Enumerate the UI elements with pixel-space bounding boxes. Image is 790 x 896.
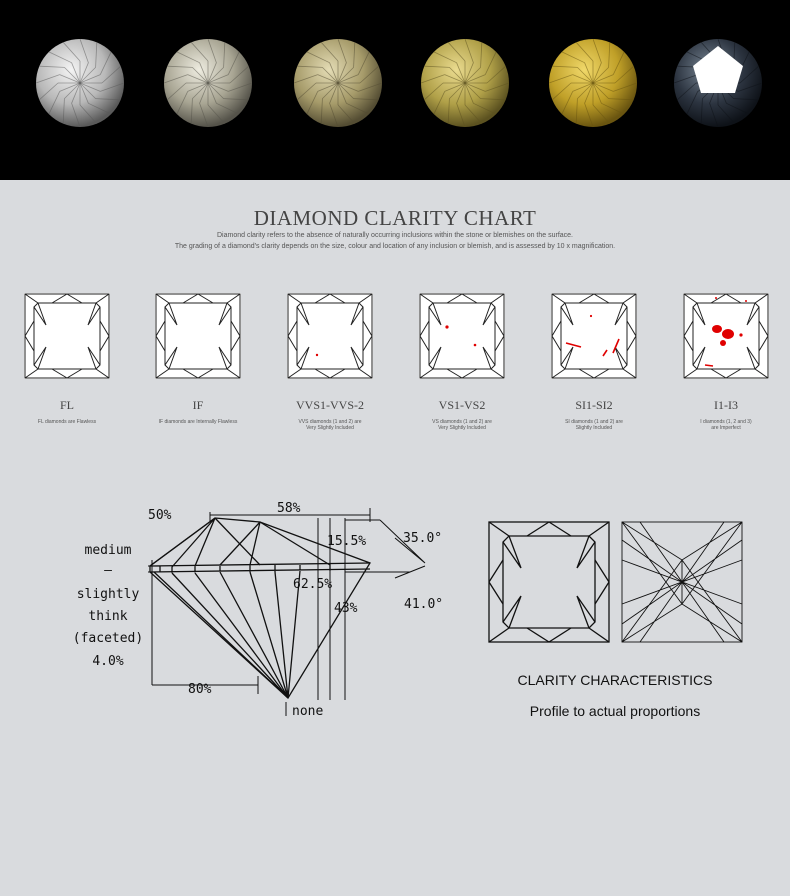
- gemstone-6: [673, 38, 763, 128]
- grade-label: I1-I3: [714, 398, 738, 412]
- svg-text:—: —: [104, 563, 112, 578]
- grade-label: VS1-VS2: [438, 398, 486, 412]
- grade-description: [148, 419, 248, 425]
- intro-line-2: The grading of a diamond's clarity depends on the size, colour and location of any inclusion or blemish, and is assessed by 10 x magnification.: [174, 243, 616, 250]
- label-pavilion-angle: 41.0°: [404, 597, 444, 612]
- svg-text:(faceted): (faceted): [72, 631, 144, 646]
- label-crown-height: 15.5%: [327, 534, 367, 549]
- clarity-box-2: [155, 293, 241, 379]
- clarity-box-1: [24, 293, 110, 379]
- inclusion-mark: [445, 325, 448, 328]
- chart-title: DIAMOND CLARITY CHART: [253, 206, 537, 230]
- label-pavilion-depth: 43%: [334, 601, 358, 616]
- inclusion-mark: [705, 365, 713, 366]
- grade-description-line: Very Slightly Included: [306, 425, 354, 431]
- inclusion-mark: [590, 315, 592, 317]
- clarity-box-6: [683, 293, 769, 379]
- girdle: [150, 563, 370, 573]
- gemstone-4: [420, 38, 510, 128]
- characteristics-title: CLARITY CHARACTERISTICS: [517, 672, 713, 688]
- label-lower-half: 80%: [188, 682, 212, 697]
- pavilion-facets: [154, 571, 300, 698]
- grade-label: SI1-SI2: [575, 398, 613, 412]
- inclusion-mark: [474, 344, 477, 347]
- inclusion-mark: [712, 325, 722, 333]
- svg-text:medium: medium: [84, 543, 132, 558]
- inclusion-mark: [715, 297, 717, 299]
- svg-text:slightly: slightly: [76, 587, 140, 602]
- svg-text:4.0%: 4.0%: [92, 654, 124, 669]
- inclusion-mark: [739, 333, 742, 336]
- inclusion-mark: [745, 300, 747, 302]
- grade-description: [676, 419, 776, 431]
- grade-description-line: IF diamonds are Internally Flawless: [158, 419, 238, 425]
- label-crown-width: 50%: [148, 508, 172, 523]
- inclusion-mark: [722, 329, 734, 339]
- clarity-box-4: [419, 293, 505, 379]
- crown-facets: [150, 518, 330, 567]
- gemstone-2: [163, 38, 253, 128]
- gemstone-3: [293, 38, 383, 128]
- clarity-box-3: [287, 293, 373, 379]
- crown-view-diagram: [487, 520, 611, 644]
- svg-text:think: think: [88, 609, 128, 624]
- gemstone-5: [548, 38, 638, 128]
- grade-description-line: I diamonds (1, 2 and 3): [700, 419, 752, 425]
- label-table: 58%: [277, 501, 301, 516]
- grade-description: [412, 419, 512, 431]
- grade-description-line: are Imperfect: [711, 425, 741, 431]
- label-crown-angle: 35.0°: [403, 531, 443, 546]
- girdle-annotation: [73, 543, 143, 669]
- grade-description-line: FL diamonds are Flawless: [37, 419, 97, 425]
- gem-color-band: [0, 0, 790, 180]
- grade-label: VVS1-VVS-2: [295, 398, 364, 412]
- pavilion-view-diagram: [620, 520, 744, 644]
- gemstone-1: [35, 38, 125, 128]
- grade-label: IF: [192, 398, 204, 412]
- inclusion-mark: [316, 354, 318, 356]
- grade-description-line: Very Slightly Included: [438, 425, 486, 431]
- grade-description-line: SI diamonds (1 and 2) are: [565, 419, 623, 425]
- grade-description: [17, 419, 117, 425]
- intro-line-1: Diamond clarity refers to the absence of naturally occurring inclusions within the stone or blemishes on the surface.: [216, 232, 573, 239]
- grade-description-line: VS diamonds (1 and 2) are: [432, 419, 492, 425]
- proportion-diagram: [70, 490, 450, 730]
- clarity-box-5: [551, 293, 637, 379]
- inclusion-mark: [720, 340, 726, 346]
- grade-description: [280, 419, 380, 431]
- label-culet: none: [292, 704, 324, 719]
- label-total-depth: 62.5%: [293, 577, 333, 592]
- grade-label: FL: [59, 398, 74, 412]
- grade-description: [544, 419, 644, 431]
- grade-description-line: Slightly Included: [575, 425, 613, 431]
- grade-description-line: VVS diamonds (1 and 2) are: [298, 419, 362, 425]
- characteristics-subtitle: Profile to actual proportions: [529, 703, 701, 719]
